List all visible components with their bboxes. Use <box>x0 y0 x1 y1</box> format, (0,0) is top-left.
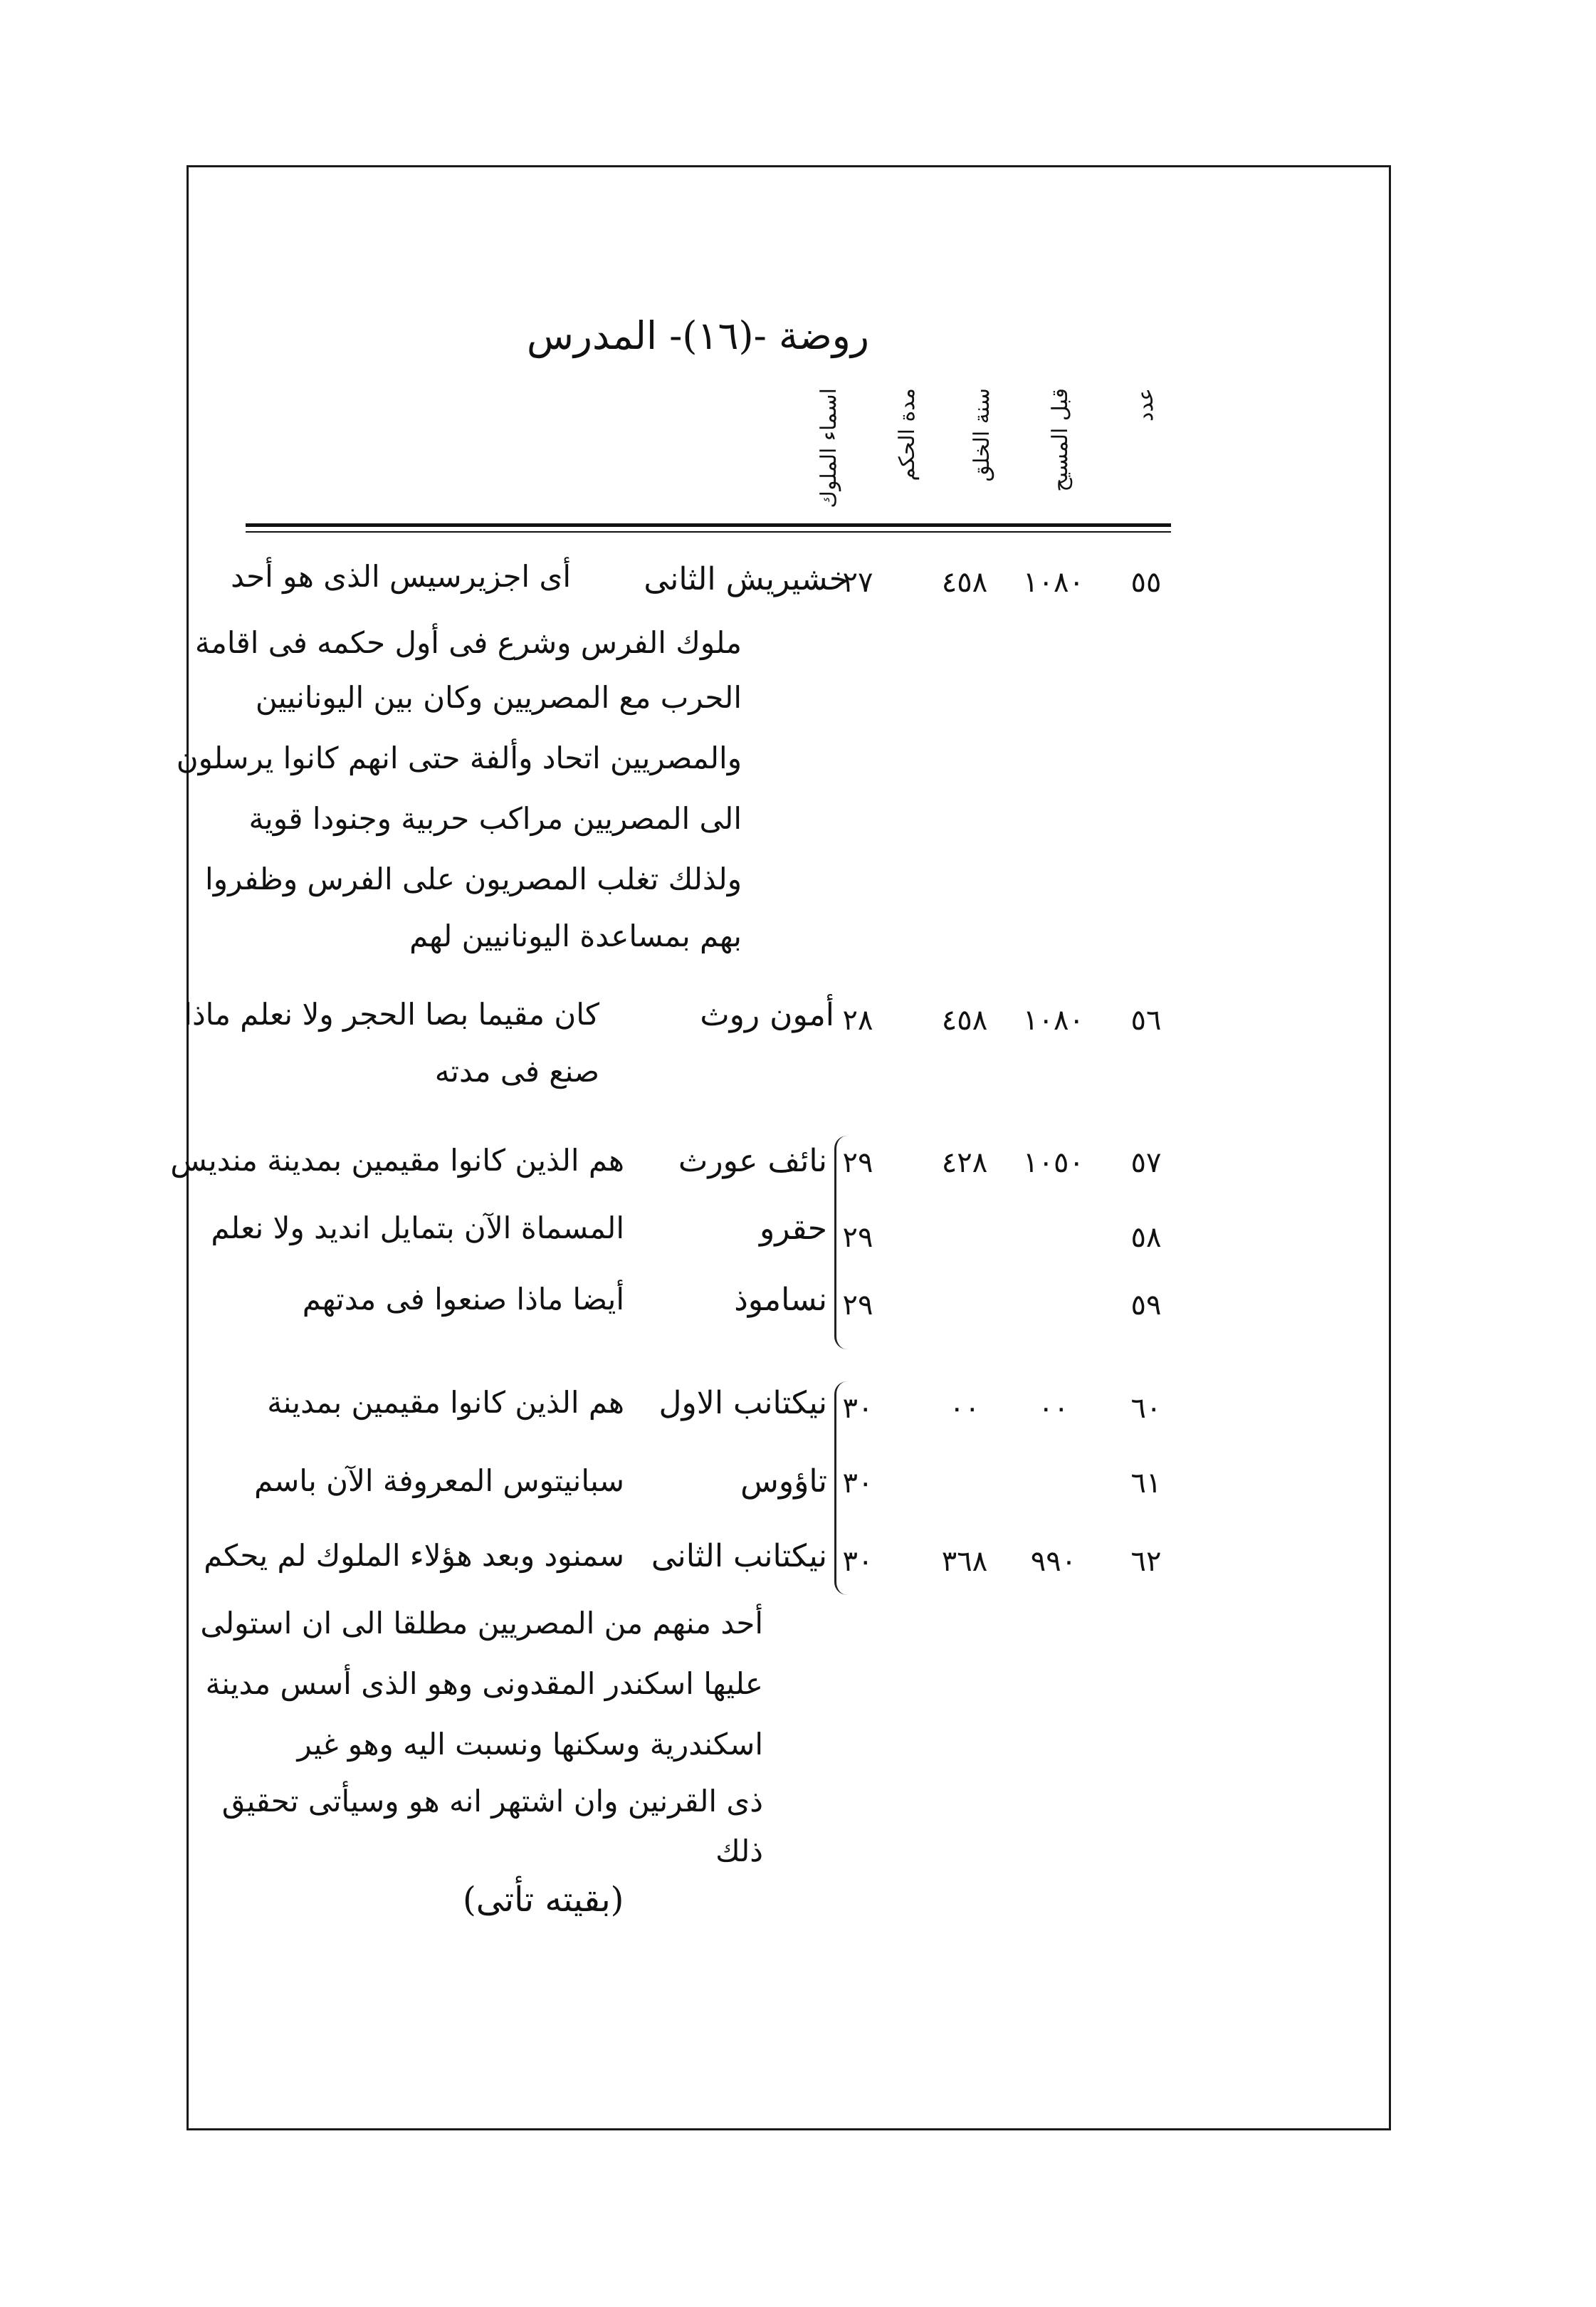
note-line: ذى القرنين وان اشتهر انه هو وسيأتى تحقيق <box>221 1784 763 1819</box>
note-line: اسكندرية وسكنها ونسبت اليه وهو غير <box>297 1727 763 1762</box>
continuation-footer: (بقيته تأتى) <box>463 1880 624 1920</box>
king-note: المسماة الآن بتمايل انديد ولا نعلم <box>211 1210 624 1245</box>
king-note: سمنود وبعد هؤلاء الملوك لم يحكم <box>204 1538 624 1573</box>
row-duration: ٣٠ <box>842 1467 873 1500</box>
row-duration: ٢٩ <box>842 1289 873 1322</box>
note-line: عليها اسكندر المقدونى وهو الذى أسس مدينة <box>205 1666 763 1701</box>
row-number: ٥٨ <box>1130 1221 1162 1254</box>
king-note: سبانيتوس المعروفة الآن باسم <box>254 1463 624 1498</box>
row-year: ٤٢٨ <box>941 1146 988 1179</box>
note-line: بهم بمساعدة اليونانيين لهم <box>409 919 742 953</box>
row-duration: ٢٩ <box>842 1146 873 1179</box>
note-line: ملوك الفرس وشرع فى أول حكمه فى اقامة <box>194 625 742 660</box>
row-year: ٤٥٨ <box>941 1004 988 1037</box>
row-number: ٦٢ <box>1130 1545 1162 1578</box>
king-name: نيكتانب الثانى <box>651 1538 827 1574</box>
king-name: حقرو <box>760 1210 827 1247</box>
row-duration: ٢٧ <box>842 566 873 599</box>
row-duration: ٣٠ <box>842 1392 873 1425</box>
row-year-bc: ٠٠ <box>1038 1392 1069 1425</box>
king-name: تاؤوس <box>740 1463 827 1500</box>
row-number: ٦٠ <box>1130 1392 1162 1425</box>
row-year: ٤٥٨ <box>941 566 988 599</box>
note-line: أحد منهم من المصريين مطلقا الى ان استولى <box>200 1606 763 1641</box>
row-year-bc: ١٠٨٠ <box>1023 566 1084 599</box>
column-header-year-bc: قبل المسيح <box>1048 388 1073 492</box>
page-title: روضة -(١٦)- المدرس <box>527 313 869 358</box>
row-number: ٥٧ <box>1130 1146 1162 1179</box>
row-year-bc: ١٠٥٠ <box>1023 1146 1084 1179</box>
note-line: الى المصريين مراكب حربية وجنودا قوية <box>248 801 742 836</box>
row-year: ٠٠ <box>949 1392 980 1425</box>
row-number: ٦١ <box>1130 1467 1162 1500</box>
king-note: أى اجزيرسيس الذى هو أحد <box>231 559 571 594</box>
column-header-number: عدد <box>1133 388 1158 422</box>
row-number: ٥٩ <box>1130 1289 1162 1322</box>
note-line: ذلك <box>715 1833 763 1868</box>
note-line: والمصريين اتحاد وألفة حتى انهم كانوا يرسلون <box>176 741 742 775</box>
king-note: أيضا ماذا صنعوا فى مدتهم <box>302 1282 624 1317</box>
king-name: خشيريش الثانى <box>644 561 849 597</box>
king-note: هم الذين كانوا مقيمين بمدينة منديس <box>170 1143 624 1178</box>
row-year-bc: ٩٩٠ <box>1030 1545 1077 1578</box>
row-year: ٣٦٨ <box>941 1545 988 1578</box>
king-name: أمون روث <box>700 997 834 1033</box>
note-line: صنع فى مدته <box>434 1054 599 1089</box>
row-duration: ٢٨ <box>842 1004 873 1037</box>
king-name: نيكتانب الاول <box>658 1385 827 1421</box>
king-note: كان مقيما بصا الحجر ولا نعلم ماذا <box>184 997 599 1032</box>
row-duration: ٣٠ <box>842 1545 873 1578</box>
note-line: الحرب مع المصريين وكان بين اليونانيين <box>255 680 742 715</box>
row-number: ٥٦ <box>1130 1004 1162 1037</box>
column-header-king-names: اسماء الملوك <box>817 388 841 508</box>
row-number: ٥٥ <box>1130 566 1162 599</box>
header-rule <box>246 523 1171 527</box>
column-header-duration: مدة الحكم <box>895 388 920 481</box>
row-year-bc: ١٠٨٠ <box>1023 1004 1084 1037</box>
column-header-year: سنة الخلق <box>970 388 994 482</box>
king-name: نائف عورث <box>678 1143 827 1179</box>
row-duration: ٢٩ <box>842 1221 873 1254</box>
king-note: هم الذين كانوا مقيمين بمدينة <box>267 1385 624 1420</box>
king-name: نساموذ <box>734 1282 827 1318</box>
note-line: ولذلك تغلب المصريون على الفرس وظفروا <box>205 862 742 896</box>
header-rule <box>246 531 1171 533</box>
